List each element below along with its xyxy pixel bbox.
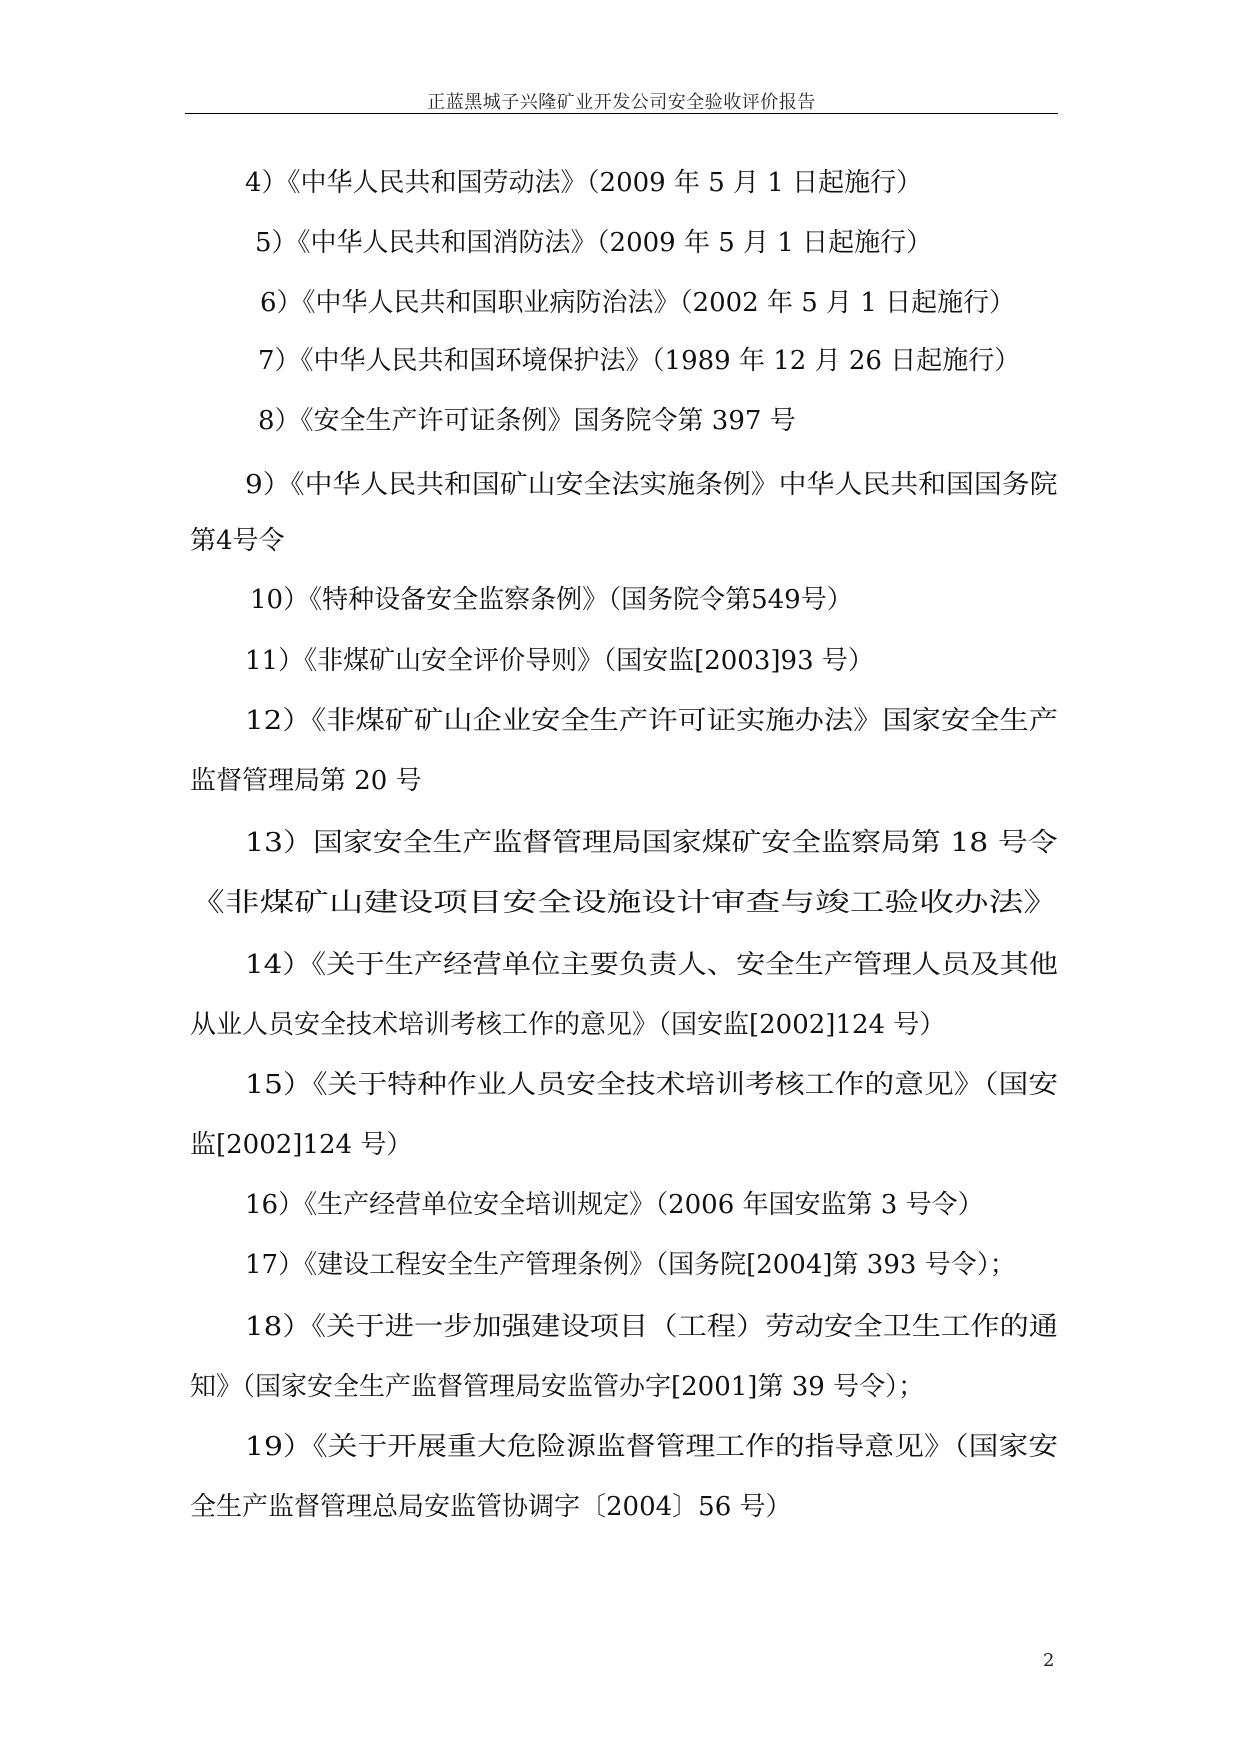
body-line: 10）《特种设备安全监察条例》（国务院令第549号） <box>250 585 853 615</box>
body-line: 17）《建设工程安全生产管理条例》（国务院[2004]第 393 号令）； <box>245 1250 1016 1280</box>
body-line: 4）《中华人民共和国劳动法》（2009 年 5 月 1 日起施行） <box>245 168 923 198</box>
header-rule <box>185 113 1058 114</box>
body-line: 全生产监督管理总局安监管协调字〔2004〕56 号） <box>190 1492 792 1522</box>
body-line: 7）《中华人民共和国环境保护法》（1989 年 12 月 26 日起施行） <box>258 346 1021 376</box>
page-header-title: 正蓝黑城子兴隆矿业开发公司安全验收评价报告 <box>427 92 816 113</box>
body-line: 监[2002]124 号） <box>190 1130 413 1160</box>
body-line: 11）《非煤矿山安全评价导则》（国安监[2003]93 号） <box>245 646 874 676</box>
body-line: 监督管理局第 20 号 <box>190 766 422 796</box>
body-line: 6）《中华人民共和国职业病防治法》（2002 年 5 月 1 日起施行） <box>260 288 1016 318</box>
body-line: 13）国家安全生产监督管理局国家煤矿安全监察局第 18 号令 <box>245 828 1058 858</box>
body-line: 知》（国家安全生产监督管理局安监管办字[2001]第 39 号令）； <box>190 1372 925 1402</box>
body-line: 16）《生产经营单位安全培训规定》（2006 年国安监第 3 号令） <box>245 1190 984 1220</box>
body-line: 15）《关于特种作业人员安全技术培训考核工作的意见》（国安 <box>245 1070 1059 1100</box>
body-line: 18）《关于进一步加强建设项目（工程）劳动安全卫生工作的通 <box>245 1312 1059 1342</box>
body-line: 8）《安全生产许可证条例》国务院令第 397 号 <box>258 406 796 436</box>
page-number: 2 <box>1043 1650 1055 1671</box>
body-line: 第4号令 <box>190 526 285 556</box>
body-line: 12）《非煤矿矿山企业安全生产许可证实施办法》国家安全生产 <box>245 706 1059 736</box>
body-line: 19）《关于开展重大危险源监督管理工作的指导意见》（国家安 <box>245 1432 1059 1462</box>
body-line: 从业人员安全技术培训考核工作的意见》（国安监[2002]124 号） <box>190 1010 946 1040</box>
body-line: 9）《中华人民共和国矿山安全法实施条例》中华人民共和国国务院 <box>245 470 1058 500</box>
body-line: 14）《关于生产经营单位主要负责人、安全生产管理人员及其他 <box>245 950 1059 980</box>
body-line: 5）《中华人民共和国消防法》（2009 年 5 月 1 日起施行） <box>255 228 933 258</box>
body-line: 《非煤矿山建设项目安全设施设计审查与竣工验收办法》 <box>190 888 1059 918</box>
